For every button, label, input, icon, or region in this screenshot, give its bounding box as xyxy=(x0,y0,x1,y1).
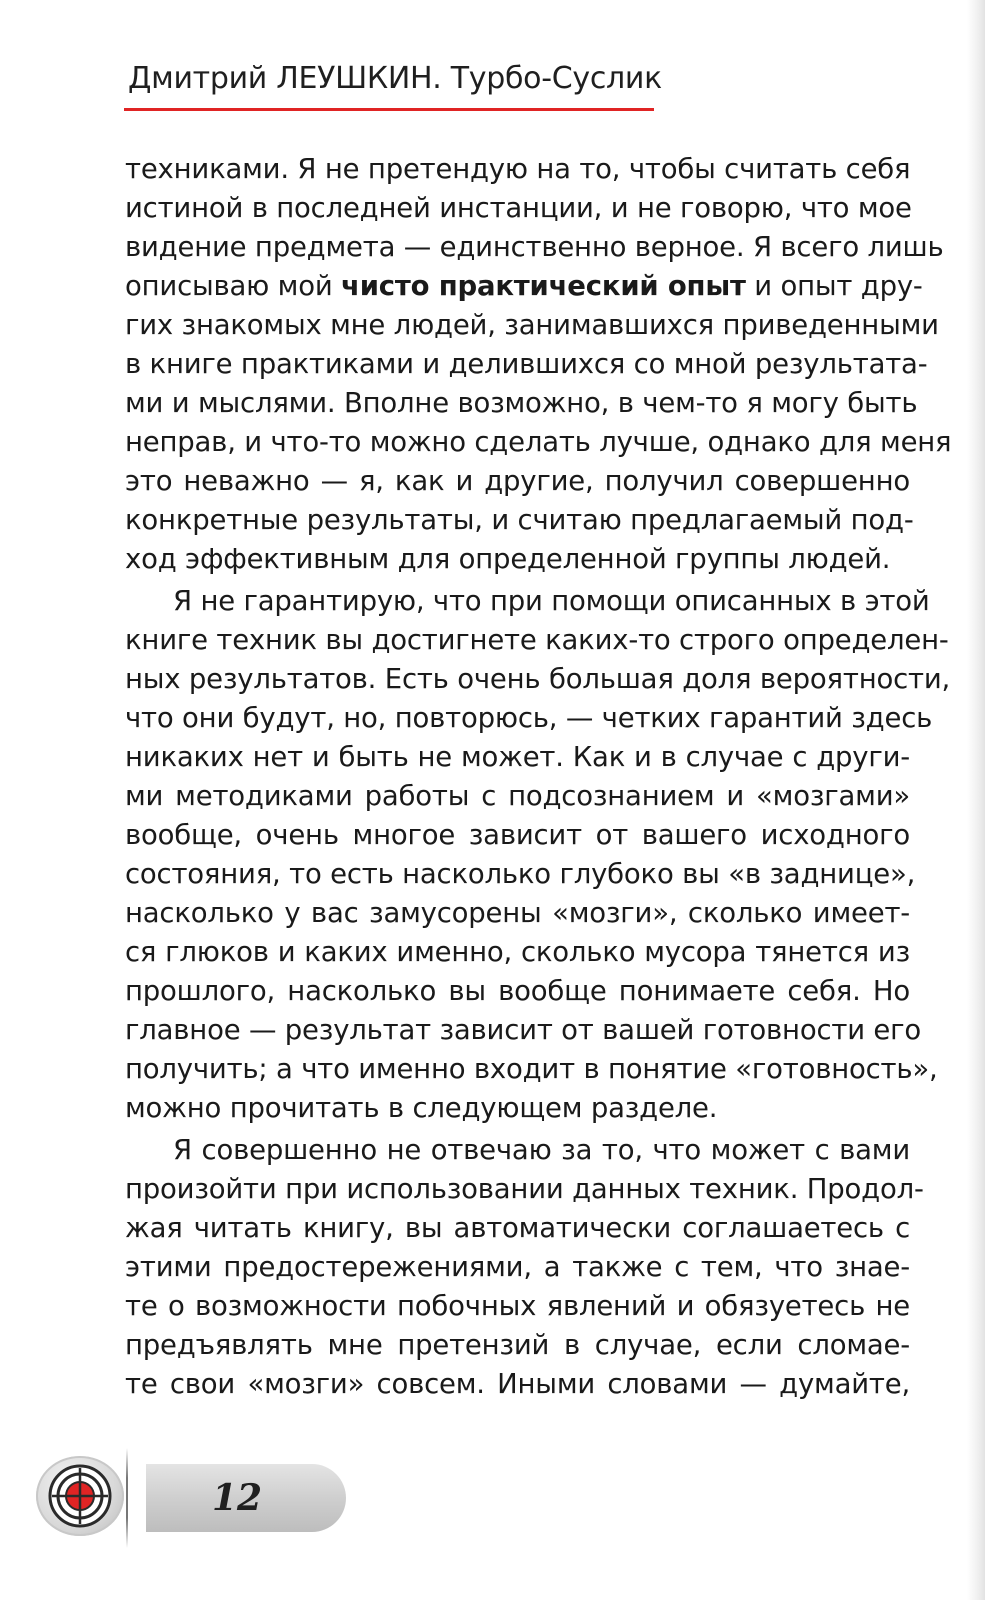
page-number: 12 xyxy=(212,1477,263,1519)
text-line: никаких нет и быть не может. Как и в случае с други- xyxy=(125,741,910,773)
text-line: произойти при использовании данных техник. Продол- xyxy=(125,1173,924,1205)
body-text xyxy=(125,150,952,1404)
text-line: жая читать книгу, вы автоматически соглашаетесь с xyxy=(125,1212,910,1244)
text-line: истиной в последней инстанции, и не говорю, что мое xyxy=(125,192,912,224)
text-line: неправ, и что-то можно сделать лучше, однако для меня xyxy=(125,426,952,458)
text-line: главное — результат зависит от вашей готовности его xyxy=(125,1014,922,1046)
text-line: видение предмета — единственно верное. Я всего лишь xyxy=(125,231,944,263)
text-line: получить; а что именно входит в понятие «готовность», xyxy=(125,1053,938,1085)
text-line: что они будут, но, повторюсь, — четких гарантий здесь xyxy=(125,702,933,734)
text-line: вообще, очень многое зависит от вашего исходного xyxy=(125,819,910,851)
text-line: ход эффективным для определенной группы людей. xyxy=(125,543,891,575)
text-line: ми методиками работы с подсознанием и «мозгами» xyxy=(125,780,910,812)
text-line: можно прочитать в следующем разделе. xyxy=(125,1092,718,1124)
text-line: конкретные результаты, и считаю предлагаемый под- xyxy=(125,504,914,536)
text-line: предъявлять мне претензий в случае, если сломае- xyxy=(125,1329,910,1361)
emphasis-text: чисто практический опыт xyxy=(341,270,746,302)
text-line: этими предостережениями, а также с тем, что знае- xyxy=(125,1251,910,1283)
text-line: Я совершенно не отвечаю за то, что может с вами xyxy=(173,1134,910,1166)
text-line: те о возможности побочных явлений и обязуетесь не xyxy=(125,1290,910,1322)
text-line: ся глюков и каких именно, сколько мусора тянется из xyxy=(125,936,910,968)
text-line: те свои «мозги» совсем. Иными словами — думайте, xyxy=(125,1368,910,1400)
text-line: прошлого, насколько вы вообще понимаете себя. Но xyxy=(125,975,910,1007)
text-line-with-emphasis xyxy=(125,267,923,306)
text-line: книге техник вы достигнете каких-то строго определен- xyxy=(125,624,949,656)
running-header xyxy=(128,56,662,102)
text-line: гих знакомых мне людей, занимавшихся приведенными xyxy=(125,309,939,341)
target-icon xyxy=(44,1460,116,1532)
header-rule xyxy=(124,108,654,111)
text-line: техниками. Я не претендую на то, чтобы считать себя xyxy=(125,153,911,185)
text-line: это неважно — я, как и другие, получил совершенно xyxy=(125,465,910,497)
page-footer xyxy=(36,1448,356,1548)
text-run: описываю мой xyxy=(125,270,342,302)
text-line: состояния, то есть насколько глубоко вы «в заднице», xyxy=(125,858,916,890)
text-line: ми и мыслями. Вполне возможно, в чем-то я могу быть xyxy=(125,387,918,419)
footer-divider xyxy=(126,1448,128,1548)
page-number-tab xyxy=(146,1464,346,1532)
page-edge-shadow xyxy=(967,0,985,1600)
text-line: ных результатов. Есть очень большая доля вероятности, xyxy=(125,663,951,695)
text-run: и опыт дру- xyxy=(745,270,923,302)
text-line: в книге практиками и делившихся со мной результата- xyxy=(125,348,928,380)
text-line: Я не гарантирую, что при помощи описанных в этой xyxy=(173,585,930,617)
target-badge xyxy=(36,1456,124,1536)
text-line: насколько у вас замусорены «мозги», сколько имеет- xyxy=(125,897,910,929)
header-title: Дмитрий ЛЕУШКИН. Турбо-Суслик xyxy=(128,61,662,96)
